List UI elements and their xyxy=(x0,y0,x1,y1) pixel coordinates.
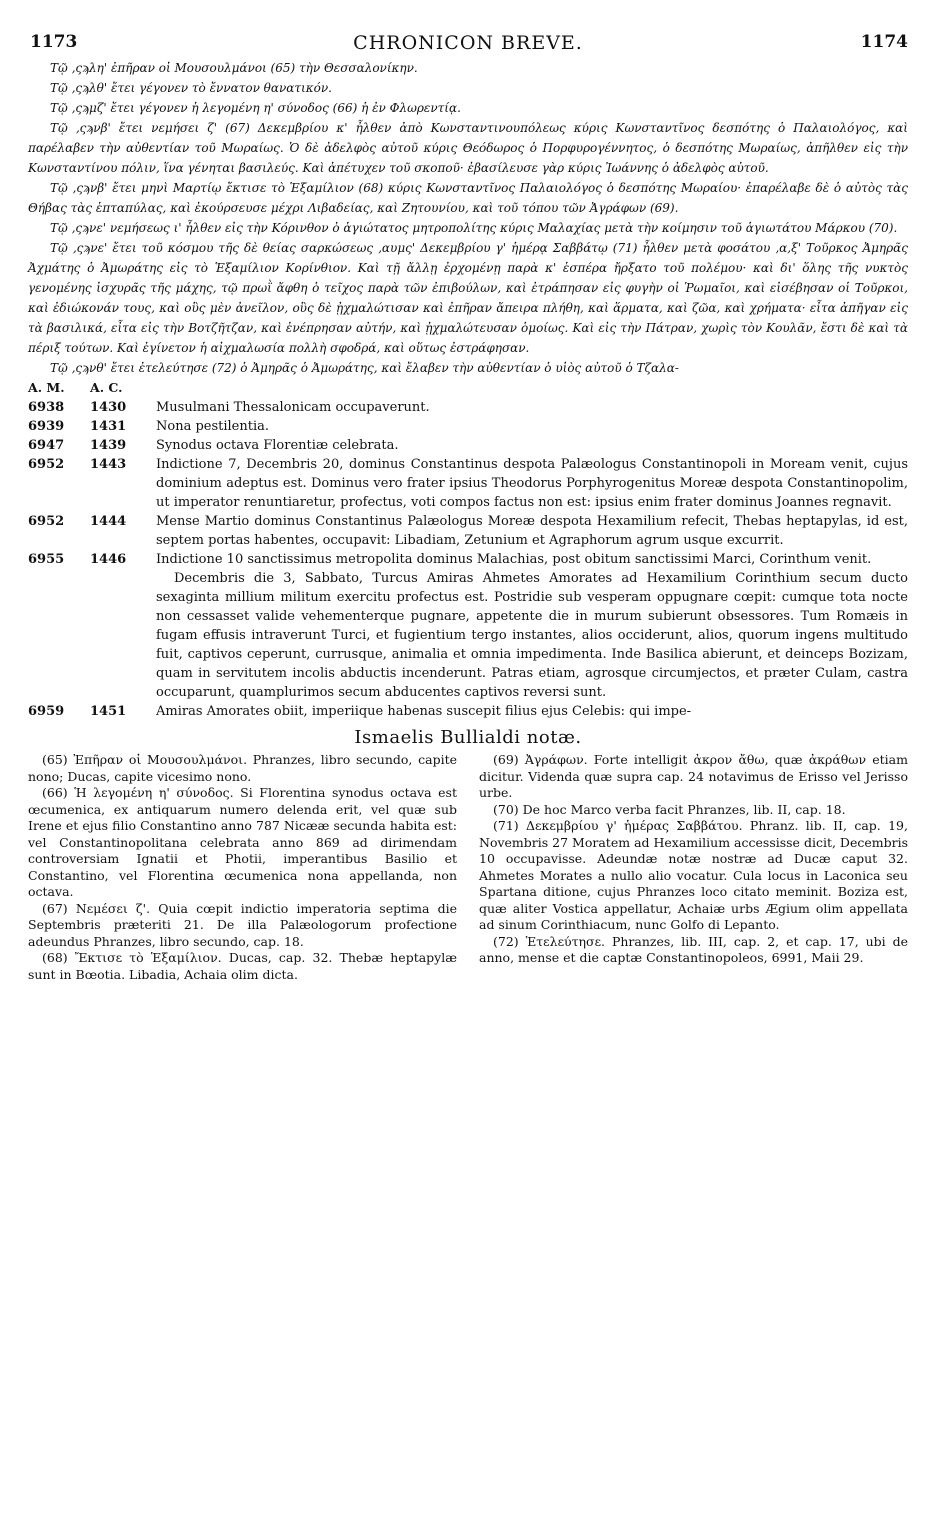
entry-text: Amiras Amorates obiit, imperiique habenas suscepit filius ejus Celebis: qui impe- xyxy=(156,704,692,719)
chronicle-entry xyxy=(28,550,908,702)
greek-paragraph: Τῷ ‚ςϡμζ' ἔτει γέγονεν ἡ λεγομένη η' σύνοδος (66) ἡ ἐν Φλωρεντίᾳ. xyxy=(50,101,461,115)
greek-paragraph: Τῷ ‚ςϡνε' ἔτει τοῦ κόσμου τῆς δὲ θείας σαρκώσεως ‚αυμς' Δεκεμβρίου γ' ἡμέρᾳ Σαββάτῳ (71) ἦλθεν μετὰ φοσάτου ‚α,ξ' Τοῦρκος Ἀμηρᾶς Ἀχμάτης ὁ Ἀμωράτης εἰς τὸ Ἑξαμίλιον Κορίνθιον. Καὶ τῇ ἄλλῃ ἐρχομένῃ παρὰ κ' ἑσπέρα ἤρξατο τοῦ πολέμου· καὶ δι' ὅλης τῆς νυκτὸς γενομένης ἰσχυρᾶς τῆς μάχης, τῷ πρωῒ ἄφθη ὁ τεῖχος παρὰ τῶν ἐπιβούλων, καὶ ἐτράπησαν εἰς φυγὴν οἱ Ῥωμαῖοι, καὶ εἰσέβησαν οἱ Τοῦρκοι, καὶ ἐδιώκονάν τους, καὶ οὓς μὲν ἀνεῖλον, οὓς δὲ ᾐχμαλώτισαν καὶ ἐπῆραν ἄπειρα πλήθη, καὶ ἅρματα, καὶ ζῶα, καὶ χρήματα· εἶτα ἀπῆγαν εἰς τὰ βασιλικά, εἶτα εἰς τὴν Βοτζῆτζαν, καὶ ἐνέπρησαν αὐτήν, καὶ ᾐχμαλώτευσαν ὁμοίως. Καὶ εἰς τὴν Πάτραν, χωρὶς τὸν Κουλᾶν, ἔστι δὲ καὶ τὰ πέριξ τούτων. Καὶ ἐγίνετον ἡ αἰχμαλωσία πολλὴ σφοδρά, καὶ οὕτως ἐστράφησαν. xyxy=(28,241,908,355)
chronicle-entry xyxy=(28,398,908,417)
note: (71) Δεκεμβρίου γ' ἡμέρας Σαββάτου. Phranz. lib. II, cap. 19, Novembris 27 Moratem ad Hexamilium accessisse dicit, Decembris 10 occupavisse. Adeundæ notæ nostræ ad Ducæ caput 32. Ahmetes Morates a nullo alio vocatur. Cula locus in Laconica seu Spartana ditione, cujus Phranzes loco citato meminit. Boziza est, quæ aliter Vostica appellatur, Achaiæ urbs Ægium olim appellata ad sinum Corinthiacum, nunc Golfo di Lepanto. xyxy=(479,818,908,932)
note: (66) Ἡ λεγομένη η' σύνοδος. Si Florentina synodus octava est œcumenica, ex antiquarum numero delenda erit, vel quæ sub Irene et ejus filio Constantino anno 787 Nicææ secunda habita est: vel Constantinopolitana celebrata anno 869 ad dirimendam controversiam Ignatii et Photii, imperantibus Basilio et Constantino, vel Florentina œcumenica nona appellanda, non octava. xyxy=(28,785,457,899)
page-title: CHRONICON BREVE. xyxy=(353,32,583,54)
latin-text xyxy=(28,398,908,721)
entry-text: Decembris die 3, Sabbato, Turcus Amiras Ahmetes Amorates ad Hexamilium Corinthium secum ducto sexaginta millium militum exercitu profectus est. Postridie sub vesperam oppugnare cœpit: cumque tota nocte non cessasset valide vehementerque pugnare, appetente die in murum subierunt obsessores. Tum Romæis in fugam effusis intraverunt Turci, et fugientium tergo instantes, alios occiderunt, alios, quorum ingens multitudo fuit, captivos ceperunt, currusque, animalia et omnia impedimenta. Inde Basilica abierunt, et deinceps Bozizam, quam in servitutem incolis abductis incenderunt. Patras etiam, agrosque circumjectos, et præter Culam, castra occuparunt, quamplurimos secum abducentes captivos reversi sunt. xyxy=(156,571,908,700)
anno-christi: 1430 xyxy=(90,400,127,415)
chronicle-entry xyxy=(28,512,908,550)
anno-mundi-header: A. M. xyxy=(28,380,65,395)
anno-christi: 1451 xyxy=(90,704,127,719)
notes-title: Ismaelis Bullialdi notæ. xyxy=(354,727,582,748)
page-number-left: 1173 xyxy=(30,32,78,52)
entry-text: Indictione 7, Decembris 20, dominus Constantinus despota Palæologus Constantinopoli in Moream venit, cujus dominium adeptus est. Dominus vero frater ipsius Theodorus Porphyrogenitus Moreæ despota Constantinopolim, ut imperator renuntiaretur, profectus, voti compos factus non est: ipsius enim frater dominus Joannes regnavit. xyxy=(156,457,908,510)
note: (70) De hoc Marco verba facit Phranzes, lib. II, cap. 18. xyxy=(493,801,846,817)
note: (72) Ἐτελεύτησε. Phranzes, lib. III, cap. 2, et cap. 17, ubi de anno, mense et die captæ Constantinopoleos, 6991, Maii 29. xyxy=(479,933,908,965)
notes-left-column xyxy=(28,752,457,983)
running-header xyxy=(28,30,908,58)
greek-paragraph: Τῷ ‚ςϡνε' νεμήσεως ι' ἦλθεν εἰς τὴν Κόρινθον ὁ ἁγιώτατος μητροπολίτης κύρις Μαλαχίας μετὰ τὴν κοίμησιν τοῦ ἁγιωτάτου Μάρκου (70). xyxy=(50,221,898,235)
anno-mundi: 6947 xyxy=(28,438,65,453)
note: (67) Νεμέσει ζ'. Quia cœpit indictio imperatoria septima die Septembris præteriti 21. De illa Palæologorum profectione adeundus Phranzes, libro secundo, cap. 18. xyxy=(28,900,457,949)
anno-christi: 1444 xyxy=(90,514,127,529)
page-number-right: 1174 xyxy=(860,32,908,52)
entry-text: Indictione 10 sanctissimus metropolita dominus Malachias, post obitum sanctissimi Marci, Corinthum venit. xyxy=(156,552,872,567)
entry-text: Synodus octava Florentiæ celebrata. xyxy=(156,438,399,453)
greek-text xyxy=(28,58,908,378)
anno-mundi: 6952 xyxy=(28,514,65,529)
entry-text: Musulmani Thessalonicam occupaverunt. xyxy=(156,400,430,415)
anno-christi: 1443 xyxy=(90,457,127,472)
greek-paragraph: Τῷ ‚ςϡνθ' ἔτει ἐτελεύτησε (72) ὁ Ἀμηρᾶς ὁ Ἀμωράτης, καὶ ἔλαβεν τὴν αὐθεντίαν ὁ υἱὸς αὐτοῦ ὁ Τζαλα- xyxy=(50,361,679,375)
greek-paragraph: Τῷ ‚ςϡνβ' ἔτει μηνὶ Μαρτίῳ ἔκτισε τὸ Ἑξαμίλιον (68) κύρις Κωνσταντῖνος Παλαιολόγος ὁ δεσπότης Μωραίου· ἐπαρέλαβε δὲ ὁ αὐτὸς τὰς Θήβας τὰς ἑπταπύλας, καὶ ἐκούρσευσε μέχρι Λιβαδείας, καὶ Ζητουνίου, καὶ τοῦ τόπου τῶν Ἀγράφων (69). xyxy=(28,181,908,215)
anno-christi: 1439 xyxy=(90,438,127,453)
anno-christi: 1431 xyxy=(90,419,127,434)
notes-right-column xyxy=(479,752,908,983)
chronicle-entry xyxy=(28,455,908,512)
notes xyxy=(28,752,908,983)
anno-mundi: 6955 xyxy=(28,552,65,567)
anno-mundi: 6939 xyxy=(28,419,65,434)
greek-paragraph: Τῷ ‚ςϡνβ' ἔτει νεμήσει ζ' (67) Δεκεμβρίου κ' ἦλθεν ἀπὸ Κωνσταντινουπόλεως κύρις Κωνσταντῖνος δεσπότης ὁ Παλαιολόγος, καὶ παρέλαβεν τὴν αὐθεντίαν τοῦ Μωραίως. Ὁ δὲ ἀδελφὸς αὐτοῦ κύρις Θεόδωρος ὁ Πορφυρογέννητος, ὁ δεσπότης Μωραίως, ἀπῆλθεν εἰς τὴν Κωνσταντίνου πόλιν, ἵνα γένηται βασιλεύς. Καὶ ἀπέτυχεν τοῦ σκοποῦ· ἐβασίλευσε γὰρ κύρις Ἰωάννης ὁ ἀδελφὸς αὐτοῦ. xyxy=(28,121,908,175)
note: (65) Ἐπῆραν οἱ Μουσουλμάνοι. Phranzes, libro secundo, capite nono; Ducas, capite vicesimo nono. xyxy=(28,752,457,784)
anno-mundi: 6938 xyxy=(28,400,65,415)
latin-column-headers xyxy=(28,380,908,398)
greek-paragraph: Τῷ ‚ςϡλη' ἐπῆραν οἱ Μουσουλμάνοι (65) τὴν Θεσσαλονίκην. xyxy=(50,61,418,75)
note: (69) Ἀγράφων. Forte intelligit ἀκρον ἄθω, quæ ἀκράθων etiam dicitur. Videnda quæ supra cap. 24 notavimus de Erisso vel Jerisso urbe. xyxy=(479,752,908,800)
anno-mundi: 6959 xyxy=(28,704,65,719)
page xyxy=(28,30,908,983)
entry-text: Mense Martio dominus Constantinus Palæologus Moreæ despota Hexamilium refecit, Thebas heptapylas, id est, septem portas habentes, occupavit: Libadiam, Zetunium et Agraphorum agrum usque excurrit. xyxy=(156,514,908,548)
entry-text: Nona pestilentia. xyxy=(156,419,270,434)
anno-christi: 1446 xyxy=(90,552,127,567)
anno-mundi: 6952 xyxy=(28,457,65,472)
greek-paragraph: Τῷ ‚ςϡλθ' ἔτει γέγονεν τὸ ἔννατον θανατικόν. xyxy=(50,81,332,95)
chronicle-entry xyxy=(28,702,908,721)
chronicle-entry xyxy=(28,417,908,436)
anno-christi-header: A. C. xyxy=(90,380,123,395)
chronicle-entry xyxy=(28,436,908,455)
note: (68) Ἔκτισε τὸ Ἑξαμίλιον. Ducas, cap. 32. Thebæ heptapylæ sunt in Bœotia. Libadia, Achaia olim dicta. xyxy=(28,950,457,982)
